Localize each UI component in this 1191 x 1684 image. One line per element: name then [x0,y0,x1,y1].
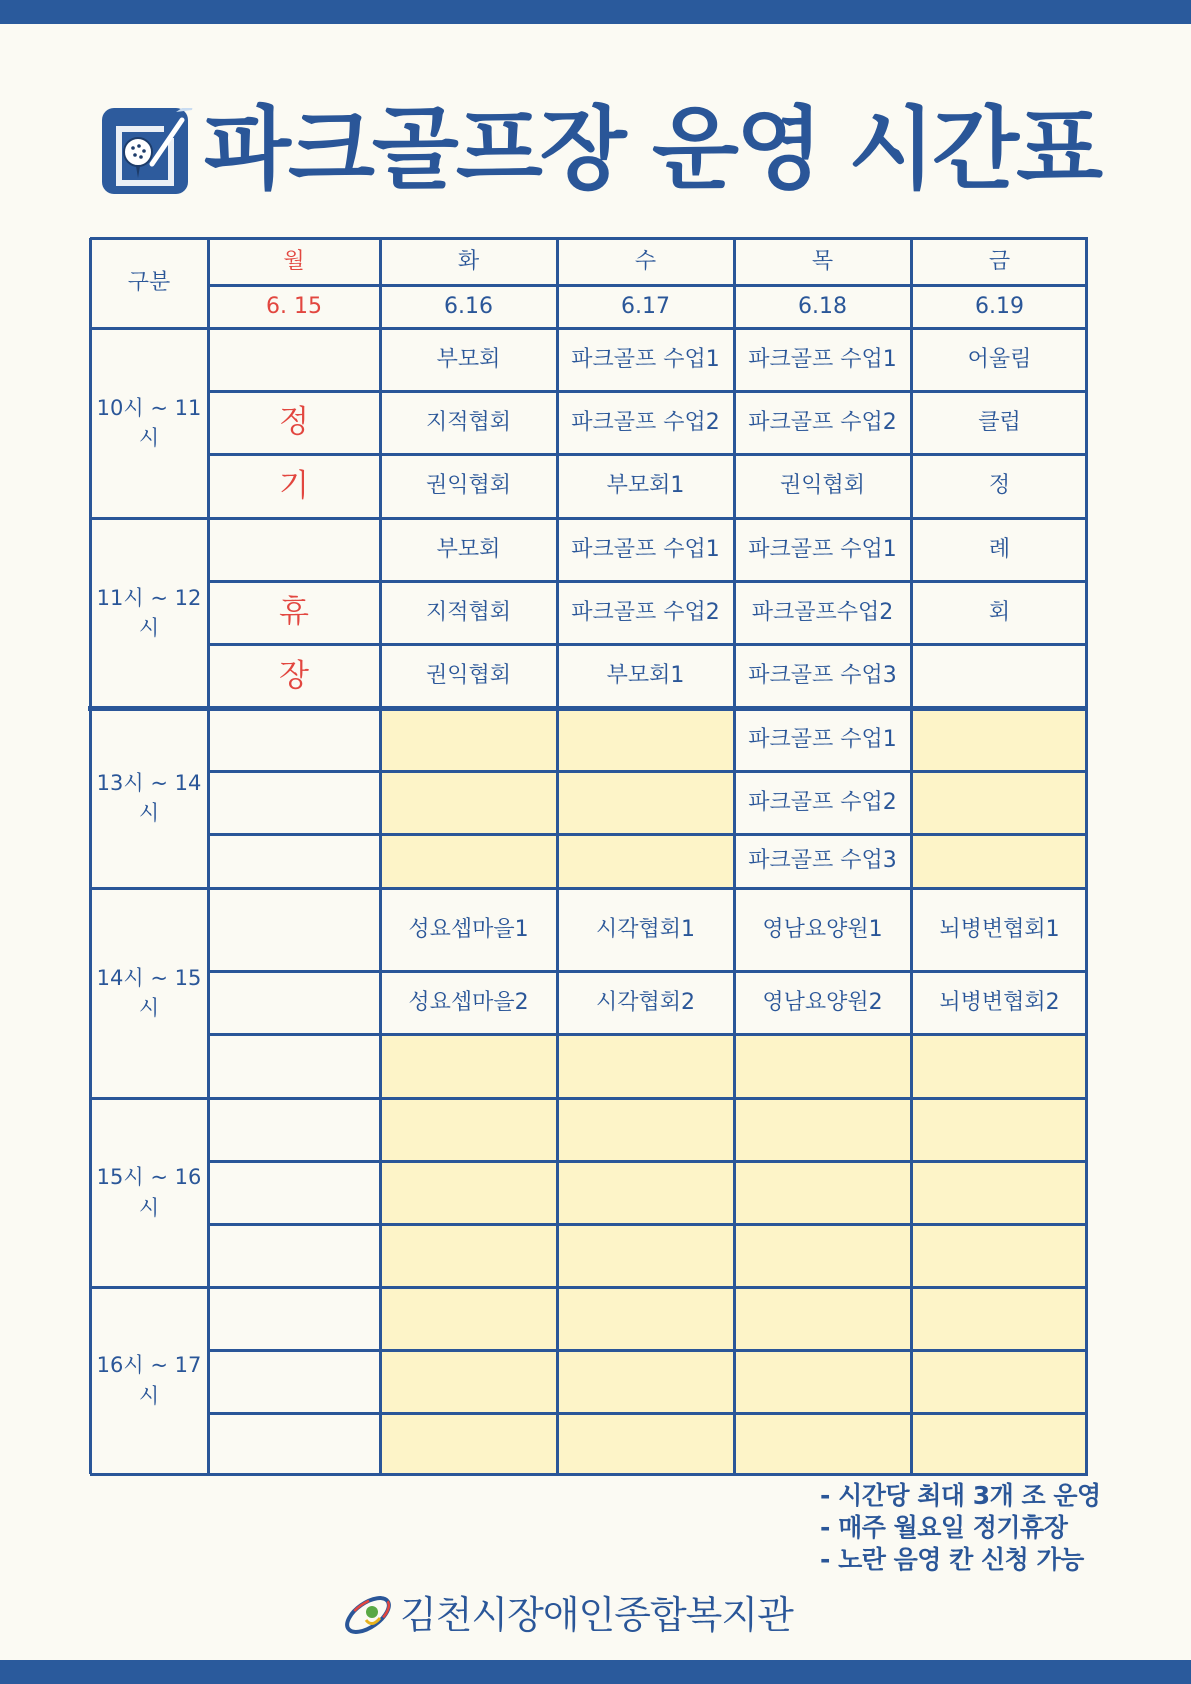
available-slot-cell[interactable] [380,1098,557,1161]
day-header: 월 [283,248,305,274]
schedule-cell: 부모회1 [606,663,685,689]
available-slot-cell[interactable] [734,1350,911,1413]
available-slot-cell[interactable] [557,1287,734,1350]
available-slot-cell[interactable] [557,1350,734,1413]
corner-label: 구분 [127,270,171,296]
available-slot-cell[interactable] [380,1224,557,1287]
grid-line [208,833,1088,836]
schedule-cell: 권익협회 [425,663,511,689]
schedule-cell: 부모회 [436,536,501,562]
grid-line [90,1473,1088,1476]
available-slot-cell[interactable] [911,1161,1088,1224]
available-slot-cell[interactable] [734,1161,911,1224]
schedule-cell: 정 [988,473,1011,499]
grid-line [1085,238,1088,1474]
available-slot-cell[interactable] [734,1287,911,1350]
schedule-cell: 어울림 [967,346,1032,372]
monday-cell [208,1034,380,1098]
available-slot-cell[interactable] [911,771,1088,834]
monday-cell [208,1413,380,1474]
schedule-cell: 부모회1 [606,473,685,499]
grid-line [90,237,1088,240]
available-slot-cell[interactable] [734,1224,911,1287]
note-monday-closed: - 매주 월요일 정기휴장 [820,1513,1068,1542]
grid-line [90,517,1088,520]
header [100,98,1120,202]
available-slot-cell[interactable] [557,1098,734,1161]
available-slot-cell[interactable] [557,708,734,771]
monday-cell [208,518,380,581]
available-slot-cell[interactable] [557,834,734,888]
schedule-cell: 파크골프 수업1 [748,346,897,372]
schedule-cell: 파크골프 수업3 [748,848,897,874]
grid-line [90,887,1088,890]
grid-line [208,770,1088,773]
available-slot-cell[interactable] [380,1034,557,1098]
available-slot-cell[interactable] [380,1287,557,1350]
schedule-cell: 영남요양원1 [762,916,883,942]
date-header: 6.18 [798,293,847,319]
schedule-cell: 파크골프 수업1 [571,346,720,372]
grid-line [90,1097,1088,1100]
grid-line [208,643,1088,646]
available-slot-cell[interactable] [911,1098,1088,1161]
available-slot-cell[interactable] [734,1034,911,1098]
monday-cell [208,771,380,834]
bottom-color-bar [0,1660,1191,1684]
grid-line [90,327,1088,330]
monday-cell: 정 [279,404,309,441]
available-slot-cell[interactable] [911,1287,1088,1350]
schedule-cell [911,644,1088,708]
grid-line [208,1033,1088,1036]
grid-line [208,580,1088,583]
monday-cell [208,1098,380,1161]
schedule-cell: 파크골프 수업1 [571,536,720,562]
schedule-cell: 시각협회1 [595,916,695,942]
date-header: 6. 15 [266,293,322,319]
top-color-bar [0,0,1191,24]
time-slot-label: 14시 ~ 15시 [96,965,202,1020]
available-slot-cell[interactable] [380,1350,557,1413]
available-slot-cell[interactable] [557,1413,734,1474]
grid-line [90,1286,1088,1289]
day-header: 금 [988,248,1011,274]
grid-line [208,284,1088,287]
grid-line [208,1160,1088,1163]
available-slot-cell[interactable] [734,1413,911,1474]
schedule-cell: 부모회 [436,346,501,372]
schedule-cell: 파크골프수업2 [751,599,894,625]
note-max-groups: - 시간당 최대 3개 조 운영 [820,1481,1101,1510]
schedule-table [90,238,1088,1474]
date-header: 6.19 [975,293,1024,319]
available-slot-cell[interactable] [911,708,1088,771]
monday-cell [208,1287,380,1350]
grid-line [208,390,1088,393]
footer [340,1590,860,1640]
available-slot-cell[interactable] [380,1413,557,1474]
page-title: 파크골프장 운영 시간표 [204,97,1101,202]
schedule-cell: 영남요양원2 [762,989,883,1015]
schedule-cell: 파크골프 수업1 [748,536,897,562]
monday-cell [208,1161,380,1224]
monday-cell [208,708,380,771]
available-slot-cell[interactable] [911,1224,1088,1287]
day-header: 목 [811,248,834,274]
date-header: 6.16 [444,293,493,319]
schedule-cell: 권익협회 [425,473,511,499]
grid-line [208,970,1088,973]
time-slot-label: 15시 ~ 16시 [96,1165,202,1220]
schedule-cell: 파크골프 수업2 [571,409,720,435]
schedule-cell: 파크골프 수업1 [748,726,897,752]
time-slot-label: 11시 ~ 12시 [96,585,202,640]
monday-cell [208,834,380,888]
available-slot-cell[interactable] [911,1034,1088,1098]
note-yellow-available: - 노란 음영 칸 신청 가능 [820,1545,1084,1574]
schedule-cell: 파크골프 수업2 [571,599,720,625]
available-slot-cell[interactable] [734,1098,911,1161]
schedule-cell: 클럽 [978,409,1021,435]
schedule-cell: 파크골프 수업3 [748,663,897,689]
day-header: 수 [634,248,657,274]
golf-club-and-ball-icon [102,108,188,194]
time-slot-label: 10시 ~ 11시 [96,395,202,450]
grid-line [208,1412,1088,1415]
schedule-cell: 성요셉마을1 [408,916,529,942]
grid-line [207,238,210,1474]
schedule-cell: 권익협회 [779,473,865,499]
monday-cell [208,888,380,971]
monday-cell [208,1350,380,1413]
monday-cell: 휴 [279,594,309,631]
monday-cell [208,971,380,1034]
available-slot-cell[interactable] [557,1034,734,1098]
available-slot-cell[interactable] [380,834,557,888]
grid-line [556,238,559,1474]
schedule-cell: 시각협회2 [595,989,695,1015]
available-slot-cell[interactable] [911,1413,1088,1474]
schedule-cell: 성요셉마을2 [408,989,529,1015]
available-slot-cell[interactable] [380,771,557,834]
schedule-cell: 파크골프 수업2 [748,409,897,435]
available-slot-cell[interactable] [380,1161,557,1224]
day-header: 화 [457,248,480,274]
monday-cell [208,328,380,391]
grid-line [733,238,736,1474]
monday-cell: 기 [279,467,309,504]
time-slot-label: 16시 ~ 17시 [96,1353,202,1408]
available-slot-cell[interactable] [557,1161,734,1224]
grid-line [208,453,1088,456]
monday-cell: 장 [279,657,309,694]
grid-line [379,238,382,1474]
available-slot-cell[interactable] [380,708,557,771]
date-header: 6.17 [621,293,670,319]
welfare-center-swoosh-logo [340,1592,396,1638]
lunch-break-divider [88,706,1088,711]
available-slot-cell[interactable] [911,834,1088,888]
time-slot-label: 13시 ~ 14시 [96,770,202,825]
schedule-cell: 파크골프 수업2 [748,789,897,815]
schedule-cell: 뇌병변협회1 [939,916,1060,942]
available-slot-cell[interactable] [557,771,734,834]
schedule-cell: 뇌병변협회2 [939,989,1060,1015]
available-slot-cell[interactable] [557,1224,734,1287]
available-slot-cell[interactable] [911,1350,1088,1413]
schedule-cell: 지적협회 [425,599,511,625]
notes [820,1480,1160,1576]
organization-name: 김천시장애인종합복지관 [400,1593,793,1637]
grid-line [910,238,913,1474]
grid-line [208,1349,1088,1352]
schedule-cell: 회 [988,599,1011,625]
grid-line [208,1223,1088,1226]
grid-line [89,238,92,1474]
schedule-cell: 례 [988,536,1011,562]
schedule-cell: 지적협회 [425,409,511,435]
monday-cell [208,1224,380,1287]
